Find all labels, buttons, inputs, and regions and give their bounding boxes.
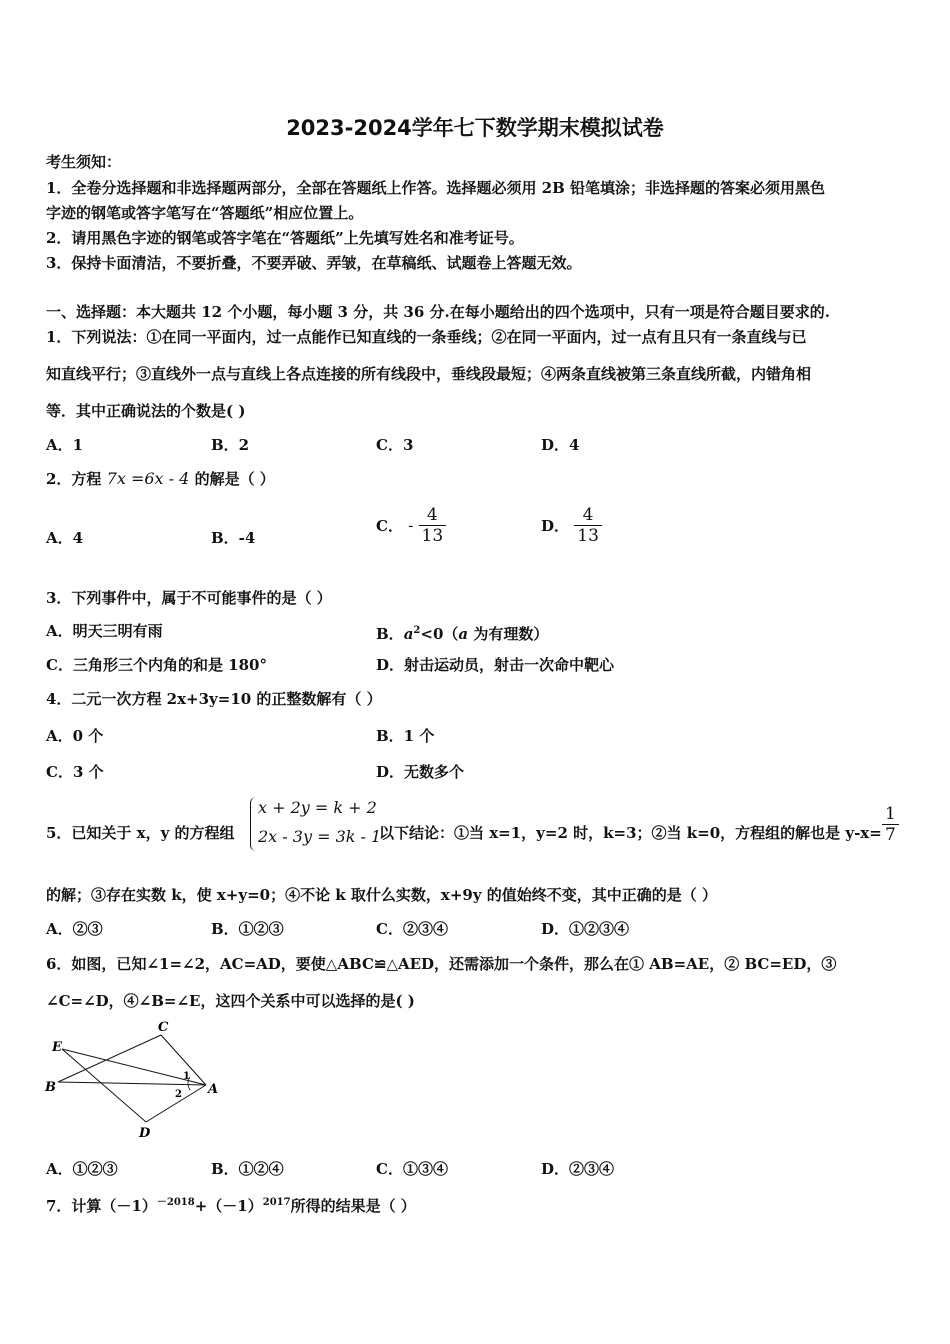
q6-option-c: C．①③④ [376, 1160, 448, 1178]
notice-line-1a: 1．全卷分选择题和非选择题两部分，全部在答题纸上作答。选择题必须用 2B 铅笔填涂；非选择题的答案必须用黑色 [46, 179, 826, 197]
q1-option-a: A．1 [46, 436, 84, 454]
notice-heading: 考生须知： [46, 153, 122, 171]
q2-option-c-numerator: 4 [419, 505, 447, 526]
q2-option-b: B．-4 [211, 529, 256, 547]
label-c: C [158, 1020, 169, 1035]
q2-option-c [376, 505, 446, 546]
page-title: 2023-2024学年七下数学期末模拟试卷 [286, 116, 664, 140]
q7-stem-prefix: 7．计算（－1） [46, 1197, 157, 1215]
q7-stem [46, 1193, 416, 1216]
q2-option-c-sign: - [408, 516, 414, 535]
q2-option-d-denominator: 13 [577, 526, 599, 546]
label-a: A [208, 1082, 219, 1097]
q7-stem-middle: +（－1） [194, 1197, 263, 1215]
q7-exponent-2: 2017 [262, 1197, 291, 1208]
q4-option-c: C．3 个 [46, 763, 104, 781]
q2-option-d-label: D． [541, 516, 570, 535]
q3-option-b [376, 621, 548, 644]
q3-option-b-label: B． [376, 625, 404, 643]
section-heading: 一、选择题：本大题共 12 个小题，每小题 3 分，共 36 分.在每小题给出的四个选项中，只有一项是符合题目要求的. [46, 303, 830, 321]
q4-option-b: B．1 个 [376, 727, 435, 745]
q7-stem-suffix: 所得的结果是（ ） [290, 1197, 416, 1215]
q5-stem-suffix: 以下结论：①当 x=1，y=2 时，k=3；②当 k=0，方程组的解也是 y-x= [379, 824, 882, 842]
q5-fraction [882, 804, 899, 845]
q6-line-1: 6．如图，已知∠1=∠2，AC=AD，要使△ABC≌△AED，还需添加一个条件，那么在① AB=AE，② BC=ED，③ [46, 955, 837, 973]
q1-line-1: 1．下列说法：①在同一平面内，过一点能作已知直线的一条垂线；②在同一平面内，过一点有且只有一条直线与已 [46, 328, 807, 346]
segment-ba [58, 1082, 206, 1085]
label-e: E [52, 1040, 62, 1055]
notice-line-1b: 字迹的钢笔或答字笔写在“答题纸”相应位置上。 [46, 204, 364, 222]
q6-geometry-figure [40, 1015, 230, 1145]
q3-option-a: A．明天三明有雨 [46, 622, 163, 640]
q2-stem-prefix: 2．方程 [46, 470, 102, 488]
q5-system-brace [250, 797, 257, 851]
q4-option-a: A．0 个 [46, 727, 104, 745]
q3-option-b-var: a [403, 625, 414, 643]
label-b: B [45, 1080, 56, 1095]
q2-option-c-fraction [419, 505, 447, 546]
q4-option-d: D．无数多个 [376, 763, 465, 781]
q5-option-c: C．②③④ [376, 920, 448, 938]
q5-option-b: B．①②③ [211, 920, 284, 938]
label-angle-1: 1 [183, 1071, 190, 1082]
q1-line-2: 知直线平行；③直线外一点与直线上各点连接的所有线段中，垂线段最短；④两条直线被第三条直线所截，内错角相 [46, 365, 812, 383]
q5-fraction-body [882, 804, 899, 845]
q3-stem: 3．下列事件中，属于不可能事件的是（ ） [46, 589, 332, 607]
q1-option-b: B．2 [211, 436, 250, 454]
q5-equation-1: x + 2y = k + 2 [258, 798, 377, 817]
notice-line-3: 3．保持卡面清洁，不要折叠，不要弄破、弄皱，在草稿纸、试题卷上答题无效。 [46, 254, 582, 272]
q1-option-c: C．3 [376, 436, 414, 454]
q2-option-d-numerator: 4 [574, 505, 602, 526]
q2-equation: 7x =6x - 4 [106, 469, 190, 488]
label-angle-2: 2 [175, 1089, 182, 1100]
q6-option-d: D．②③④ [541, 1160, 615, 1178]
q5-fraction-numerator: 1 [882, 804, 899, 825]
q1-option-d: D．4 [541, 436, 580, 454]
q2-option-c-label: C． [376, 516, 403, 535]
q2-option-c-denominator: 13 [421, 526, 444, 546]
q6-option-b: B．①②④ [211, 1160, 284, 1178]
q3-option-b-exp: 2 [413, 625, 421, 636]
q2-stem [46, 469, 275, 489]
q5-line-2: 的解；③存在实数 k，使 x+y=0；④不论 k 取什么实数，x+9y 的值始终不变，其中正确的是（ ） [46, 886, 718, 904]
q2-option-d-fraction [574, 505, 602, 546]
q2-option-d [541, 505, 602, 546]
q6-line-2: ∠C=∠D，④∠B=∠E，这四个关系中可以选择的是( ) [46, 992, 415, 1010]
label-d: D [139, 1126, 151, 1141]
q2-option-a: A．4 [46, 529, 84, 547]
q6-option-a: A．①②③ [46, 1160, 118, 1178]
notice-line-2: 2．请用黑色字迹的钢笔或答字笔在“答题纸”上先填写姓名和准考证号。 [46, 229, 524, 247]
q3-option-d: D．射击运动员，射击一次命中靶心 [376, 656, 615, 674]
q3-option-b-var2: a [458, 625, 469, 643]
q5-option-a: A．②③ [46, 920, 103, 938]
q5-fraction-denominator: 7 [885, 825, 896, 845]
q5-option-d: D．①②③④ [541, 920, 630, 938]
q5-equation-2: 2x - 3y = 3k - 1 [258, 827, 382, 846]
q3-option-c: C．三角形三个内角的和是 180° [46, 656, 267, 674]
q3-option-b-text: <0（ [420, 625, 459, 643]
q2-stem-suffix: 的解是（ ） [194, 470, 275, 488]
q4-stem: 4．二元一次方程 2x+3y=10 的正整数解有（ ） [46, 690, 382, 708]
q5-stem-prefix: 5．已知关于 x，y 的方程组 [46, 824, 235, 842]
q1-line-3: 等．其中正确说法的个数是( ) [46, 402, 246, 420]
q7-exponent-1: －2018 [156, 1197, 195, 1208]
q3-option-b-text2: 为有理数） [468, 625, 549, 643]
